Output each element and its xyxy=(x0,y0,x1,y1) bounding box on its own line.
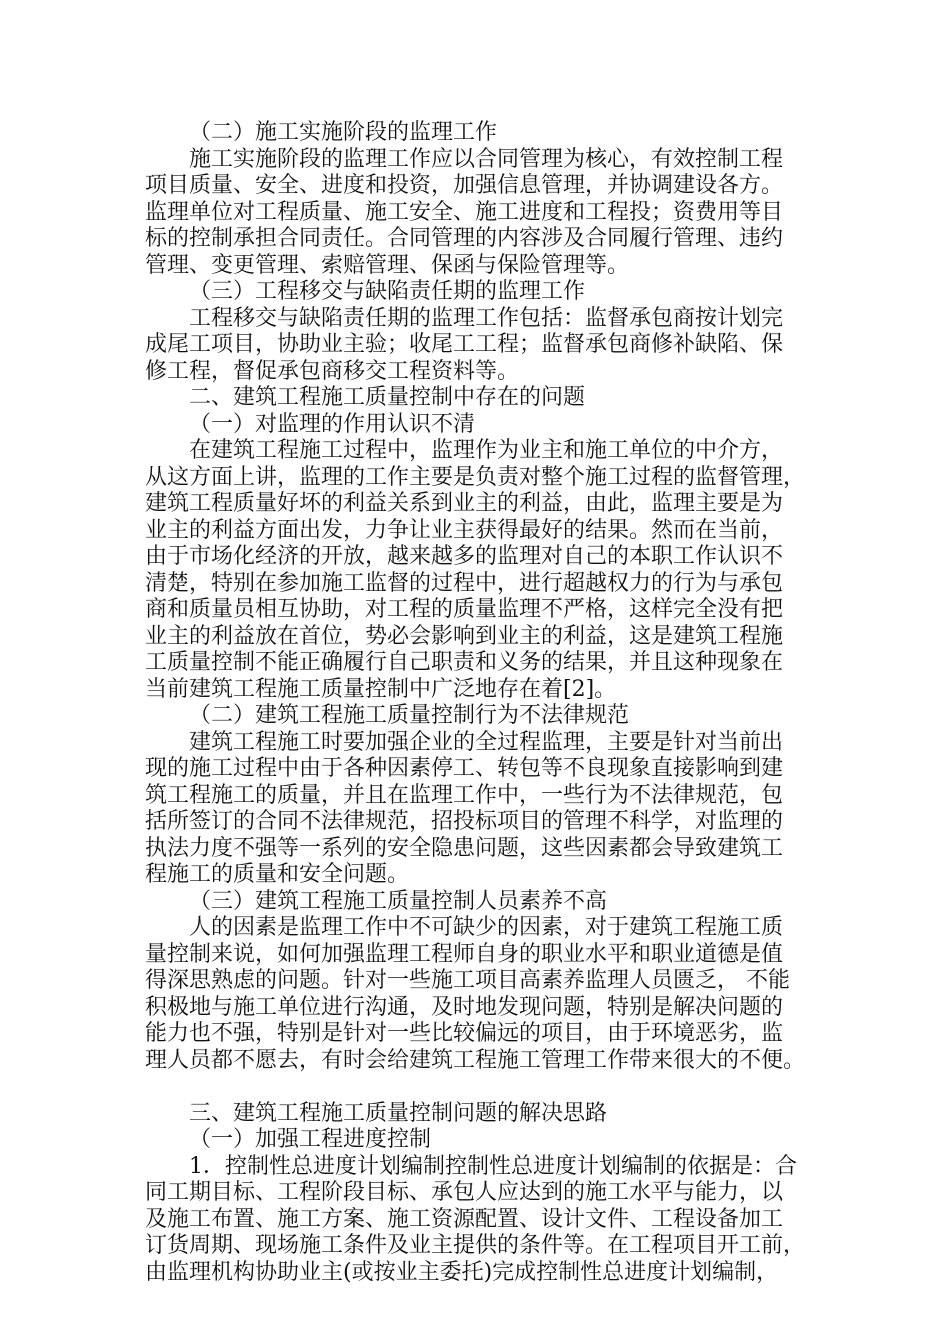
section-heading xyxy=(145,1101,805,1128)
paragraph-line: 项目质量、安全、进度和投资，加强信息管理，并协调建设各方。 xyxy=(145,173,784,198)
heading-text: 二、建筑工程施工质量控制中存在的问题 xyxy=(189,385,586,410)
paragraph-line: 筑工程施工的质量，并且在监理工作中，一些行为不法律规范，包 xyxy=(145,782,784,808)
paragraph xyxy=(145,730,805,889)
paragraph-line: 及施工布置、施工方案、施工资源配置、设计文件、工程设备加工 xyxy=(145,1206,784,1232)
paragraph xyxy=(145,438,805,703)
paragraph-line: 括所签订的合同不法律规范，招投标项目的管理不科学，对监理的 xyxy=(145,809,784,834)
paragraph-line: 理人员都不愿去，有时会给建筑工程施工管理工作带来很大的不便。 xyxy=(145,1047,805,1073)
paragraph-line: 标的控制承担合同责任。合同管理的内容涉及合同履行管理、违约 xyxy=(145,226,784,251)
section-heading xyxy=(145,889,805,916)
paragraph-line: 同工期目标、工程阶段目标、承包人应达到的施工水平与能力，以 xyxy=(145,1180,784,1205)
document-body xyxy=(145,120,805,1286)
paragraph-line: 从这方面上讲，监理的工作主要是负责对整个施工过程的监督管理， xyxy=(145,464,805,490)
section-heading xyxy=(145,1127,805,1154)
paragraph-line: 修工程，督促承包商移交工程资料等。 xyxy=(145,358,520,384)
paragraph xyxy=(145,147,805,280)
paragraph-line: 当前建筑工程施工质量控制中广泛地存在着[2]。 xyxy=(145,676,617,702)
paragraph-line: 业主的利益方面出发，力争让业主获得最好的结果。然而在当前， xyxy=(145,517,784,543)
section-heading xyxy=(145,703,805,730)
paragraph-line: 业主的利益放在首位，势必会影响到业主的利益，这是建筑工程施 xyxy=(145,623,784,649)
paragraph-line: 工程移交与缺陷责任期的监理工作包括：监督承包商按计划完 xyxy=(189,305,784,331)
paragraph-line: 订货周期、现场施工条件及业主提供的条件等。在工程项目开工前， xyxy=(145,1233,805,1258)
paragraph-gap xyxy=(145,1074,805,1101)
section-heading xyxy=(145,120,805,147)
paragraph-line: 监理单位对工程质量、施工安全、施工进度和工程投；资费用等目 xyxy=(145,199,784,225)
paragraph-line: 由监理机构协助业主(或按业主委托)完成控制性总进度计划编制， xyxy=(145,1259,779,1285)
paragraph xyxy=(145,306,805,386)
paragraph-line: 能力也不强，特别是针对一些比较偏远的项目，由于环境恶劣，监 xyxy=(145,1021,784,1046)
section-heading xyxy=(145,279,805,306)
heading-text: （一）加强工程进度控制 xyxy=(189,1127,432,1152)
paragraph xyxy=(145,915,805,1074)
paragraph-line: 现的施工过程中由于各种因素停工、转包等不良现象直接影响到建 xyxy=(145,756,784,781)
paragraph-line: 管理、变更管理、索赔管理、保函与保险管理等。 xyxy=(145,252,630,278)
paragraph-line: 施工实施阶段的监理工作应以合同管理为核心，有效控制工程 xyxy=(189,146,784,172)
paragraph-line: 建筑工程施工时要加强企业的全过程监理，主要是针对当前出 xyxy=(189,729,784,755)
section-heading xyxy=(145,412,805,439)
section-heading xyxy=(145,385,805,412)
paragraph-line: 在建筑工程施工过程中，监理作为业主和施工单位的中介方， xyxy=(189,438,784,463)
paragraph-line: 商和质量员相互协助，对工程的质量监理不严格，这样完全没有把 xyxy=(145,597,784,622)
heading-text: （二）建筑工程施工质量控制行为不法律规范 xyxy=(189,703,630,728)
paragraph-line: 人的因素是监理工作中不可缺少的因素，对于建筑工程施工质 xyxy=(189,915,784,940)
paragraph-line: 由于市场化经济的开放，越来越多的监理对自己的本职工作认识不 xyxy=(145,544,784,569)
paragraph-line: 建筑工程质量好坏的利益关系到业主的利益，由此，监理主要是为 xyxy=(145,491,784,516)
heading-text: （一）对监理的作用认识不清 xyxy=(189,411,476,437)
paragraph-line: 工质量控制不能正确履行自己职责和义务的结果，并且这种现象在 xyxy=(145,650,784,675)
paragraph-line: 积极地与施工单位进行沟通，及时地发现问题，特别是解决问题的 xyxy=(145,994,784,1020)
paragraph-line: 1．控制性总进度计划编制控制性总进度计划编制的依据是：合 xyxy=(189,1153,797,1179)
paragraph xyxy=(145,1154,805,1287)
paragraph-line: 得深思熟虑的问题。针对一些施工项目高素养监理人员匮乏， 不能 xyxy=(145,968,790,993)
paragraph-line: 成尾工项目，协助业主验；收尾工工程；监督承包商修补缺陷、保 xyxy=(145,332,784,357)
paragraph-line: 程施工的质量和安全问题。 xyxy=(145,862,410,887)
paragraph-line: 执法力度不强等一系列的安全隐患问题，这些因素都会导致建筑工 xyxy=(145,835,784,861)
heading-text: （二）施工实施阶段的监理工作 xyxy=(189,120,498,145)
heading-text: 三、建筑工程施工质量控制问题的解决思路 xyxy=(189,1100,608,1126)
heading-text: （三）工程移交与缺陷责任期的监理工作 xyxy=(189,279,586,304)
heading-text: （三）建筑工程施工质量控制人员素养不高 xyxy=(189,888,608,914)
paragraph-line: 清楚，特别在参加施工监督的过程中，进行超越权力的行为与承包 xyxy=(145,570,784,596)
paragraph-line: 量控制来说，如何加强监理工程师自身的职业水平和职业道德是值 xyxy=(145,941,784,967)
